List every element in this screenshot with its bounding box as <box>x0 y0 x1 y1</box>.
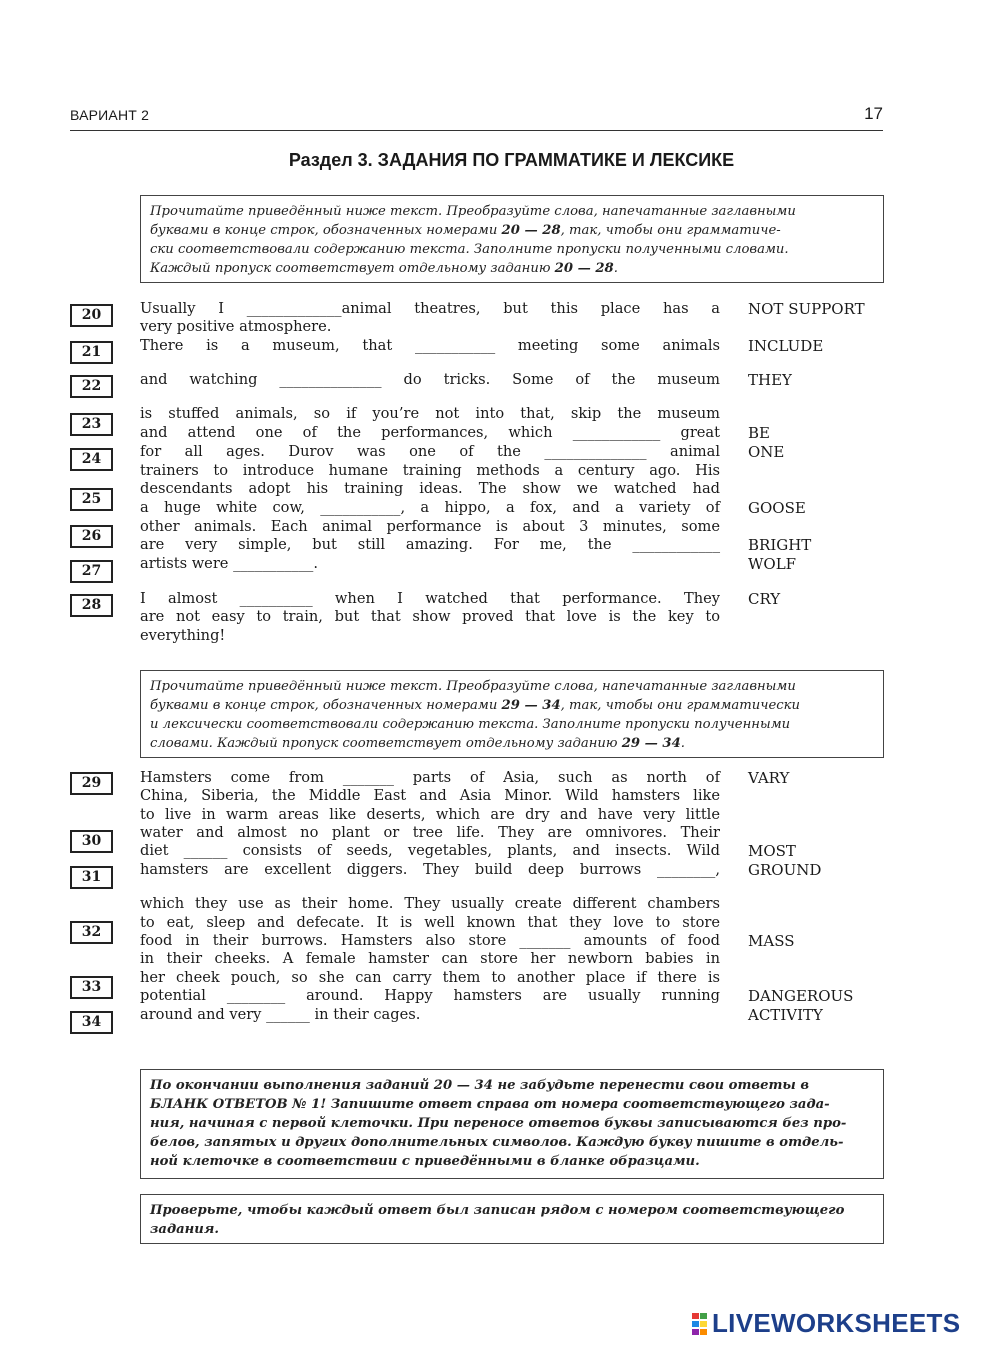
passage-1-line: descendants adopt his training ideas. The show we watched had <box>140 480 720 497</box>
instruction-2-line-1: Прочитайте приведённый ниже текст. Преобразуйте слова, напечатанные заглавными <box>150 679 796 694</box>
note-1-line: ния, начиная с первой клеточки. При переносе ответов буквы записываются без про- <box>150 1116 847 1131</box>
task-number-21: 21 <box>70 341 113 364</box>
passage-1-line: and attend one of the performances, which ____________ great <box>140 424 720 441</box>
keyword-29: VARY <box>748 769 790 787</box>
liveworksheets-logo[interactable]: LIVEWORKSHEETS <box>712 1308 961 1338</box>
note-1-line: По окончании выполнения заданий 20 — 34 не забудьте перенести свои ответы в <box>150 1078 810 1093</box>
keyword-23: BE <box>748 424 770 442</box>
task-number-33: 33 <box>70 976 113 999</box>
task-number-25: 25 <box>70 488 113 511</box>
task-number-34: 34 <box>70 1011 113 1034</box>
page-number: 17 <box>864 104 883 123</box>
passage-1-line: There is a museum, that ___________ meeting some animals <box>140 337 720 354</box>
variant-label: ВАРИАНТ 2 <box>70 107 150 123</box>
keyword-27: WOLF <box>748 555 797 573</box>
instruction-2-line-2: буквами в конце строк, обозначенных номерами 29 — 34, так, чтобы они грамматически <box>150 698 801 713</box>
instruction-box-2 <box>140 670 884 758</box>
passage-1-line: for all ages. Durov was one of the ______________ animal <box>140 443 720 460</box>
note-2-line: Проверьте, чтобы каждый ответ был записан рядом с номером соответствующего <box>150 1203 845 1218</box>
keyword-34: ACTIVITY <box>748 1006 823 1024</box>
task-number-28: 28 <box>70 594 113 617</box>
keyword-33: DANGEROUS <box>748 987 854 1005</box>
instruction-1-line-2: буквами в конце строк, обозначенных номерами 20 — 28, так, чтобы они грамматиче- <box>150 223 781 238</box>
passage-1-line: other animals. Each animal performance is about 3 minutes, some <box>140 518 720 535</box>
keyword-20: NOT SUPPORT <box>748 300 865 318</box>
liveworksheets-logo-icon <box>692 1313 708 1335</box>
task-number-23: 23 <box>70 413 113 436</box>
keyword-28: CRY <box>748 590 781 608</box>
passage-1-line: everything! <box>140 627 226 644</box>
note-2-line: задания. <box>150 1222 219 1237</box>
note-1-line: БЛАНК ОТВЕТОВ № 1! Запишите ответ справа от номера соответствующего зада- <box>150 1097 830 1112</box>
instruction-1-line-3: ски соответствовали содержанию текста. Заполните пропуски полученными словами. <box>150 242 789 257</box>
passage-2-line: her cheek pouch, so she can carry them to another place if there is <box>140 969 720 986</box>
header-divider <box>70 130 883 131</box>
keyword-22: THEY <box>748 371 792 389</box>
note-1-line: белов, запятых и других дополнительных символов. Каждую букву пишите в отдель- <box>150 1135 844 1150</box>
passage-1-line: are not easy to train, but that show proved that love is the key to <box>140 608 720 625</box>
task-number-32: 32 <box>70 921 113 944</box>
check-answers-note <box>140 1194 884 1244</box>
task-number-31: 31 <box>70 866 113 889</box>
passage-1-line: a huge white cow, ___________, a hippo, a fox, and a variety of <box>140 499 720 516</box>
passage-2-line: diet ______ consists of seeds, vegetables, plants, and insects. Wild <box>140 842 720 859</box>
passage-2-line: food in their burrows. Hamsters also store _______ amounts of food <box>140 932 720 949</box>
passage-1-line: I almost __________ when I watched that performance. They <box>140 590 720 607</box>
task-number-24: 24 <box>70 448 113 471</box>
passage-1-line: Usually I _____________animal theatres, but this place has a <box>140 300 720 317</box>
keyword-32: MASS <box>748 932 795 950</box>
keyword-24: ONE <box>748 443 785 461</box>
task-number-22: 22 <box>70 375 113 398</box>
keyword-21: INCLUDE <box>748 337 824 355</box>
task-number-27: 27 <box>70 560 113 583</box>
section-title: Раздел 3. ЗАДАНИЯ ПО ГРАММАТИКЕ И ЛЕКСИКЕ <box>288 150 735 170</box>
task-number-20: 20 <box>70 304 113 327</box>
keyword-30: MOST <box>748 842 796 860</box>
passage-2-line: to live in warm areas like deserts, which are dry and have very little <box>140 806 720 823</box>
passage-2-line: to eat, sleep and defecate. It is well known that they love to store <box>140 914 720 931</box>
passage-1-line: and watching ______________ do tricks. Some of the museum <box>140 371 720 388</box>
instruction-box-1 <box>140 195 884 283</box>
passage-2-line: water and almost no plant or tree life. They are omnivores. Their <box>140 824 720 841</box>
transfer-answers-note <box>140 1069 884 1179</box>
task-number-30: 30 <box>70 830 113 853</box>
passage-2-line: around and very ______ in their cages. <box>140 1006 421 1023</box>
instruction-2-line-3: и лексически соответствовали содержанию текста. Заполните пропуски полученными <box>150 717 791 732</box>
passage-2-line: Hamsters come from _______ parts of Asia, such as north of <box>140 769 720 786</box>
keyword-25: GOOSE <box>748 499 806 517</box>
passage-1-line: are very simple, but still amazing. For me, the ____________ <box>140 536 720 553</box>
passage-2-line: hamsters are excellent diggers. They build deep burrows ________, <box>140 861 720 878</box>
instruction-1-line-1: Прочитайте приведённый ниже текст. Преобразуйте слова, напечатанные заглавными <box>150 204 796 219</box>
passage-1-line: is stuffed animals, so if you’re not into that, skip the museum <box>140 405 720 422</box>
passage-2-line: potential ________ around. Happy hamsters are usually running <box>140 987 720 1004</box>
instruction-2-line-4: словами. Каждый пропуск соответствует отдельному заданию 29 — 34. <box>150 736 685 751</box>
instruction-1-line-4: Каждый пропуск соответствует отдельному заданию 20 — 28. <box>150 261 618 276</box>
keyword-26: BRIGHT <box>748 536 812 554</box>
passage-1-line: trainers to introduce humane training methods a century ago. His <box>140 462 720 479</box>
passage-1-line: very positive atmosphere. <box>140 318 332 335</box>
keyword-31: GROUND <box>748 861 822 879</box>
passage-2-line: in their cheeks. A female hamster can store her newborn babies in <box>140 950 720 967</box>
task-number-29: 29 <box>70 772 113 795</box>
note-1-line: ной клеточке в соответствии с приведёнными в бланке образцами. <box>150 1154 700 1169</box>
passage-2-line: China, Siberia, the Middle East and Asia Minor. Wild hamsters like <box>140 787 720 804</box>
passage-2-line: which they use as their home. They usually create different chambers <box>140 895 720 912</box>
passage-1-line: artists were ___________. <box>140 555 318 572</box>
task-number-26: 26 <box>70 525 113 548</box>
